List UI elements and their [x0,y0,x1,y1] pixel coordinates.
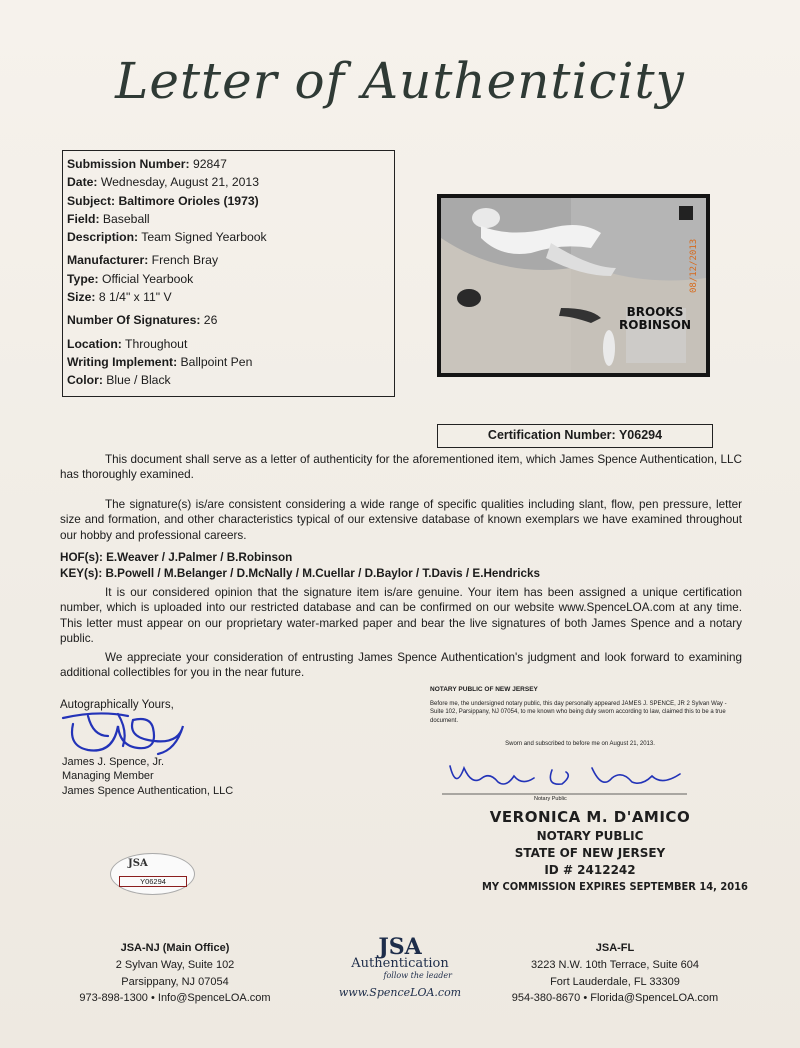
key-signers: KEY(s): B.Powell / M.Belanger / D.McNally / M.Cuellar / D.Baylor / T.Davis / E.Hendricks [60,567,540,580]
footer-website: www.SpenceLOA.com [338,986,462,999]
detail-value: 92847 [192,157,227,171]
detail-label: Writing Implement: [67,354,178,369]
detail-label: Description: [67,230,139,245]
notary-stamp-state: STATE OF NEW JERSEY [514,846,666,860]
footer-nj-heading: JSA-NJ (Main Office) [120,942,230,954]
detail-label: Size: [67,290,96,305]
yearbook-photo-image [441,198,706,373]
sticker-jsa-logo: JSA [128,858,148,869]
item-photo [437,194,710,377]
detail-row [67,155,390,173]
detail-value: Official Yearbook [102,271,194,286]
certification-number: Certification Number: Y06294 [437,424,713,448]
detail-value: Ballpoint Pen [180,354,253,369]
signoff: Autographically Yours, [60,699,174,711]
footer-fl-heading: JSA-FL [595,942,635,954]
footer-nj-contact: 973-898-1300 • Info@SpenceLOA.com [79,992,271,1005]
detail-row [67,210,390,228]
sticker-number: Y06294 [119,876,187,887]
detail-row [67,353,390,371]
notary-statement: Before me, the undersigned notary public, this day personally appeared JAMES J. SPENCE, JR 2 Sylvan Way - Suite 102, Parsippany, NJ 07054, to me known who being duly sworn according to law, claimed this to be a true document. [430,701,727,724]
photo-date-stamp: 08/12/2013 [689,238,699,293]
paragraph-signature-analysis [60,497,742,543]
paragraph-intro-text: This document shall serve as a letter of authenticity for the aforementioned item, which James Spence Authentication, LLC has thoroughly examined. [60,453,742,482]
footer-nj-address: 2 Sylvan Way, Suite 102 [115,958,235,971]
detail-row [67,228,390,246]
footer-logo-brand: Authentication [351,956,449,971]
detail-row [67,192,390,210]
footer-fl-contact: 954-380-8670 • Florida@SpenceLOA.com [511,992,719,1005]
notary-stamp [470,808,748,893]
notary-signature [442,756,692,798]
hof-signers: HOF(s): E.Weaver / J.Palmer / B.Robinson [60,551,293,564]
detail-value: 26 [203,313,218,328]
paragraph-closing-text: We appreciate your consideration of entrusting James Spence Authentication's judgment and look forward to examining additional collectibles for you in the near future. [60,651,742,680]
detail-row [67,371,390,389]
item-details-box [62,150,395,397]
signer-role: Managing Member [62,770,154,783]
page-title: Letter of Authenticity [115,52,685,110]
notary-stamp-commission: MY COMMISSION EXPIRES SEPTEMBER 14, 2016 [482,880,748,893]
signer-company: James Spence Authentication, LLC [62,784,234,797]
footer-fl-office [500,940,730,1007]
paragraph-intro [60,452,742,483]
paragraph-closing [60,650,742,681]
detail-row [67,251,390,269]
james-spence-signature [58,706,188,758]
footer-logo-tagline: follow the leader [383,971,452,980]
detail-label: Manufacturer: [67,253,149,268]
footer-fl-city: Fort Lauderdale, FL 33309 [550,975,680,988]
footer-fl-address: 3223 N.W. 10th Terrace, Suite 604 [531,958,699,971]
notary-heading: NOTARY PUBLIC OF NEW JERSEY [430,686,538,693]
detail-label: Subject: [67,193,116,208]
detail-label: Date: [67,175,98,190]
detail-value: French Bray [151,253,219,268]
detail-row [67,311,390,329]
detail-value: Team Signed Yearbook [141,230,267,245]
detail-value: 8 1/4" x 11" V [98,290,172,305]
paragraph-signature-analysis-text: The signature(s) is/are consistent considering a wide range of specific qualities including slant, flow, pen pressure, letter size and formation, and other characteristics typical of our extensive database of known exemplars we have examined throughout our hobby and professional careers. [60,498,742,542]
photo-headline-1: BROOKS [626,305,684,319]
footer-jsa-logo [330,936,470,999]
notary-stamp-id: ID # 2412242 [544,863,636,877]
notary-sworn: Sworn and subscribed to before me on August 21, 2013. [505,741,655,747]
detail-label: Type: [67,271,99,286]
detail-label: Number Of Signatures: [67,313,201,328]
detail-label: Field: [67,211,100,226]
detail-row [67,173,390,191]
notary-stamp-title: NOTARY PUBLIC [536,829,644,843]
detail-value: Blue / Black [106,373,171,388]
paragraph-opinion-text: It is our considered opinion that the signature item is/are genuine. Your item has been assigned a unique certification number, which is uploaded into our restricted database and can be confirmed on our website www.SpenceLOA.com at any time. This letter must appear on our proprietary water-marked paper and bear the live signatures of both James Spence and a notary public. [60,586,742,646]
detail-row [67,335,390,353]
footer-nj-city: Parsippany, NJ 07054 [121,975,229,988]
paragraph-opinion [60,585,742,647]
detail-row [67,270,390,288]
detail-label: Submission Number: [67,157,190,171]
notary-stamp-name: VERONICA M. D'AMICO [489,808,691,826]
detail-label: Color: [67,373,103,388]
jsa-hologram-sticker [110,853,195,895]
footer-nj-office [75,940,275,1007]
signer-name: James J. Spence, Jr. [62,756,165,768]
footer-logo-jsa: JSA [378,934,422,960]
detail-value: Baltimore Orioles (1973) [118,193,259,208]
photo-headline-2: ROBINSON [619,318,691,332]
signer-block [62,755,233,798]
detail-value: Baseball [102,211,150,226]
detail-row [67,288,390,306]
notary-signature-label: Notary Public [534,796,567,802]
detail-label: Location: [67,336,122,351]
detail-value: Throughout [125,336,188,351]
detail-value: Wednesday, August 21, 2013 [100,175,259,190]
